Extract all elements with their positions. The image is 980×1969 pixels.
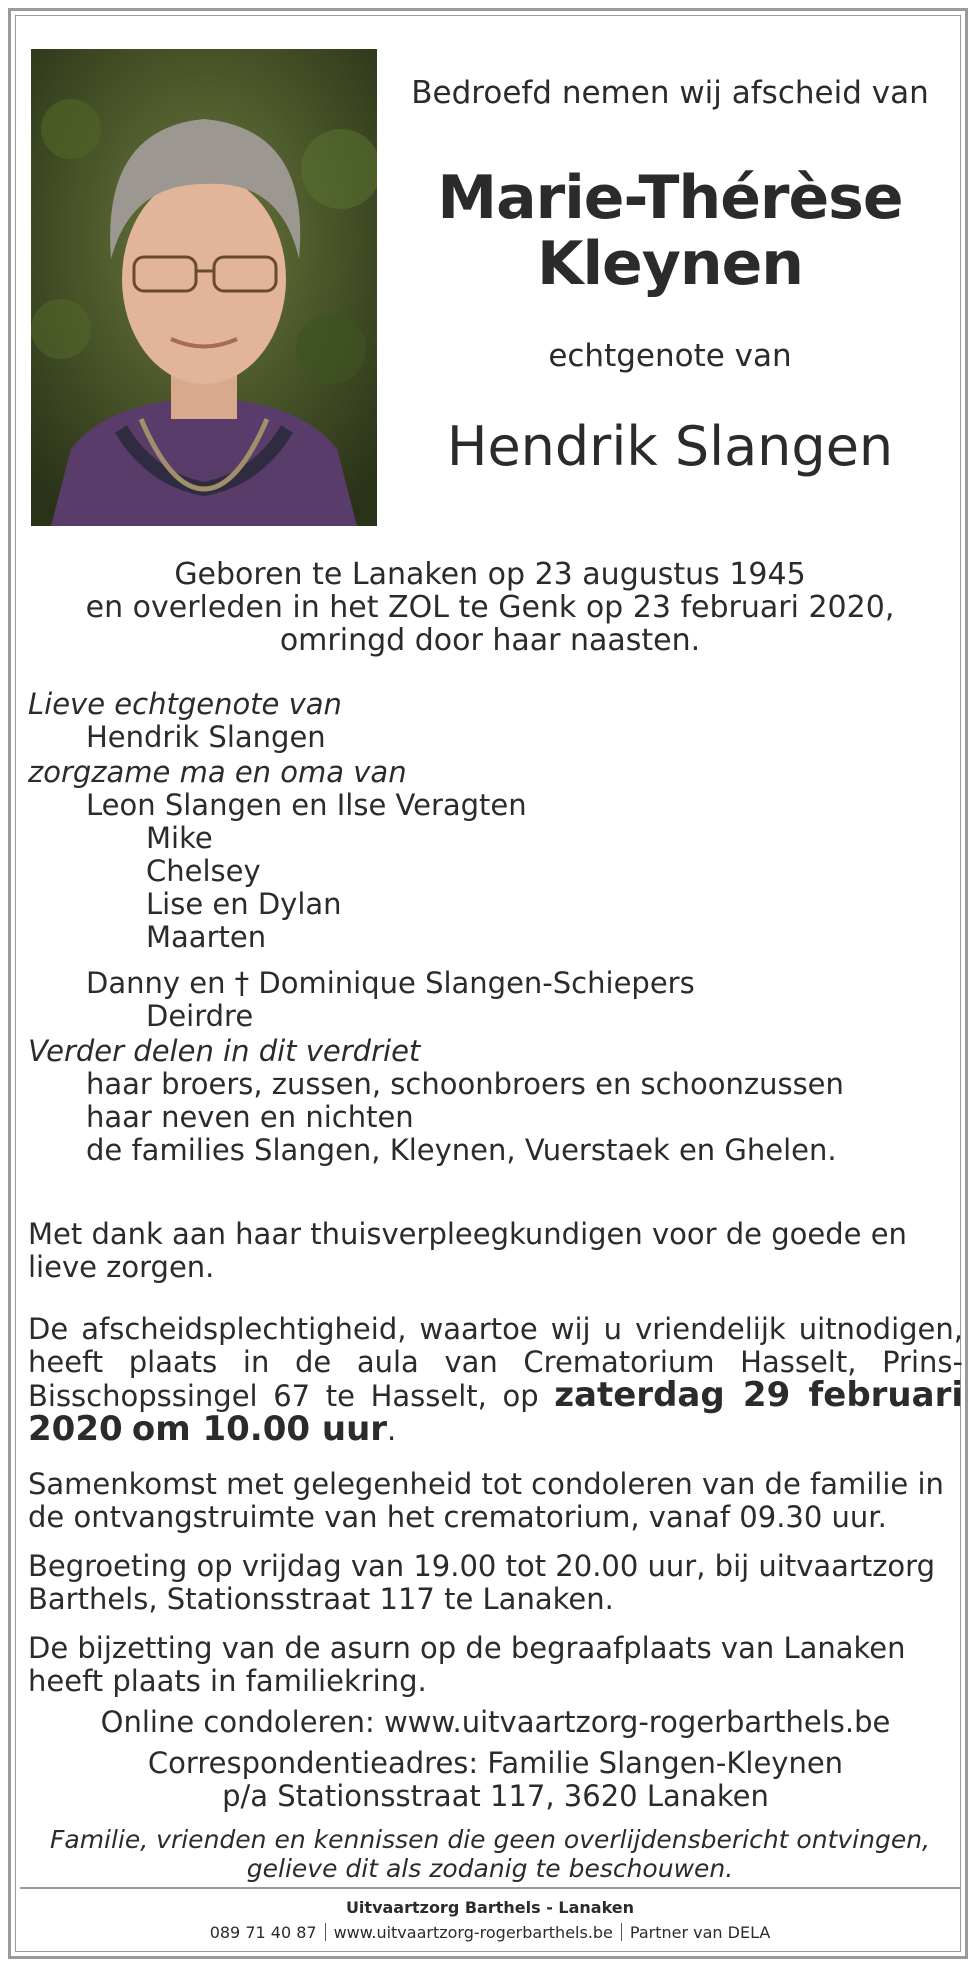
footer-divider — [20, 1887, 960, 1889]
notice-note — [30, 1825, 950, 1883]
birth-death-details — [30, 558, 950, 657]
ceremony-text — [28, 1313, 963, 1447]
divider — [325, 1923, 326, 1941]
child-entry: Danny en † Dominique Slangen-Schiepers — [86, 966, 695, 1000]
note-line: Familie, vrienden en kennissen die geen overlijdensbericht ontvingen, — [50, 1825, 930, 1854]
online-condolences: Online condoleren: www.uitvaartzorg-rogerbarthels.be — [100, 1705, 891, 1739]
birth-line: Geboren te Lanaken op 23 augustus 1945 — [174, 557, 806, 592]
ceremony-date: zaterdag 29 februari 2020 — [28, 1375, 963, 1449]
partner-text: Partner van DELA — [629, 1923, 771, 1942]
others-entry: de families Slangen, Kleynen, Vuerstaek en Ghelen. — [86, 1133, 837, 1167]
burial-text: De bijzetting van de asurn op de begraafplaats van Lanaken heeft plaats in familiekring. — [28, 1631, 906, 1698]
website-link[interactable]: www.uitvaartzorg-rogerbarthels.be — [333, 1923, 613, 1942]
greeting-text: Begroeting op vrijdag van 19.00 tot 20.00 uur, bij uitvaartzorg Barthels, Stationsstraat 117 te Lanaken. — [28, 1549, 935, 1616]
spouse-name: Hendrik Slangen — [446, 415, 894, 478]
grandchild-entry: Chelsey — [146, 854, 261, 888]
funeral-home-name: Uitvaartzorg Barthels - Lanaken — [345, 1898, 635, 1917]
family-list — [28, 688, 963, 1167]
others-entry: haar broers, zussen, schoonbroers en schoonzussen — [86, 1067, 844, 1101]
divider — [621, 1923, 622, 1941]
grandchild-entry: Mike — [146, 821, 213, 855]
children-label: zorgzame ma en oma van — [28, 755, 407, 789]
ceremony-period: . — [387, 1413, 397, 1447]
portrait-photo — [31, 49, 377, 526]
grandchild-entry: Deirdre — [146, 999, 254, 1033]
grandchild-entry: Maarten — [146, 920, 267, 954]
surrounded-line: omringd door haar naasten. — [279, 623, 701, 658]
address-line: p/a Stationsstraat 117, 3620 Lanaken — [222, 1779, 769, 1813]
thanks-text: Met dank aan haar thuisverpleegkundigen voor de goede en lieve zorgen. — [28, 1217, 907, 1284]
ceremony-time: om 10.00 uur — [131, 1409, 388, 1449]
note-line: gelieve dit als zodanig te beschouwen. — [246, 1854, 734, 1883]
intro-text: Bedroefd nemen wij afscheid van — [411, 75, 929, 111]
others-entry: haar neven en nichten — [86, 1100, 414, 1134]
spouse-intro: echtgenote van — [548, 338, 792, 374]
deceased-first-name: Marie-Thérèse — [437, 163, 903, 233]
spouse-entry: Hendrik Slangen — [86, 720, 326, 754]
others-label: Verder delen in dit verdriet — [28, 1034, 421, 1068]
correspondence-address — [28, 1747, 963, 1813]
death-line: en overleden in het ZOL te Genk op 23 februari 2020, — [85, 590, 895, 625]
funeral-home-contact — [20, 1923, 960, 1942]
ceremony-description: De afscheidsplechtigheid, waartoe wij u vriendelijk uitnodigen, heeft plaats in de aula van Crematorium Hasselt, Prins-Bisschopssingel 67 te Hasselt, op — [28, 1312, 963, 1413]
address-line: Correspondentieadres: Familie Slangen-Kleynen — [147, 1746, 844, 1780]
gathering-text: Samenkomst met gelegenheid tot condoleren van de familie in de ontvangstruimte van het crematorium, vanaf 09.30 uur. — [28, 1467, 944, 1534]
child-entry: Leon Slangen en Ilse Veragten — [86, 788, 527, 822]
spouse-label: Lieve echtgenote van — [28, 687, 342, 721]
phone-number: 089 71 40 87 — [209, 1923, 317, 1942]
deceased-last-name: Kleynen — [537, 229, 803, 299]
grandchild-entry: Lise en Dylan — [146, 887, 342, 921]
deceased-name — [410, 165, 930, 297]
